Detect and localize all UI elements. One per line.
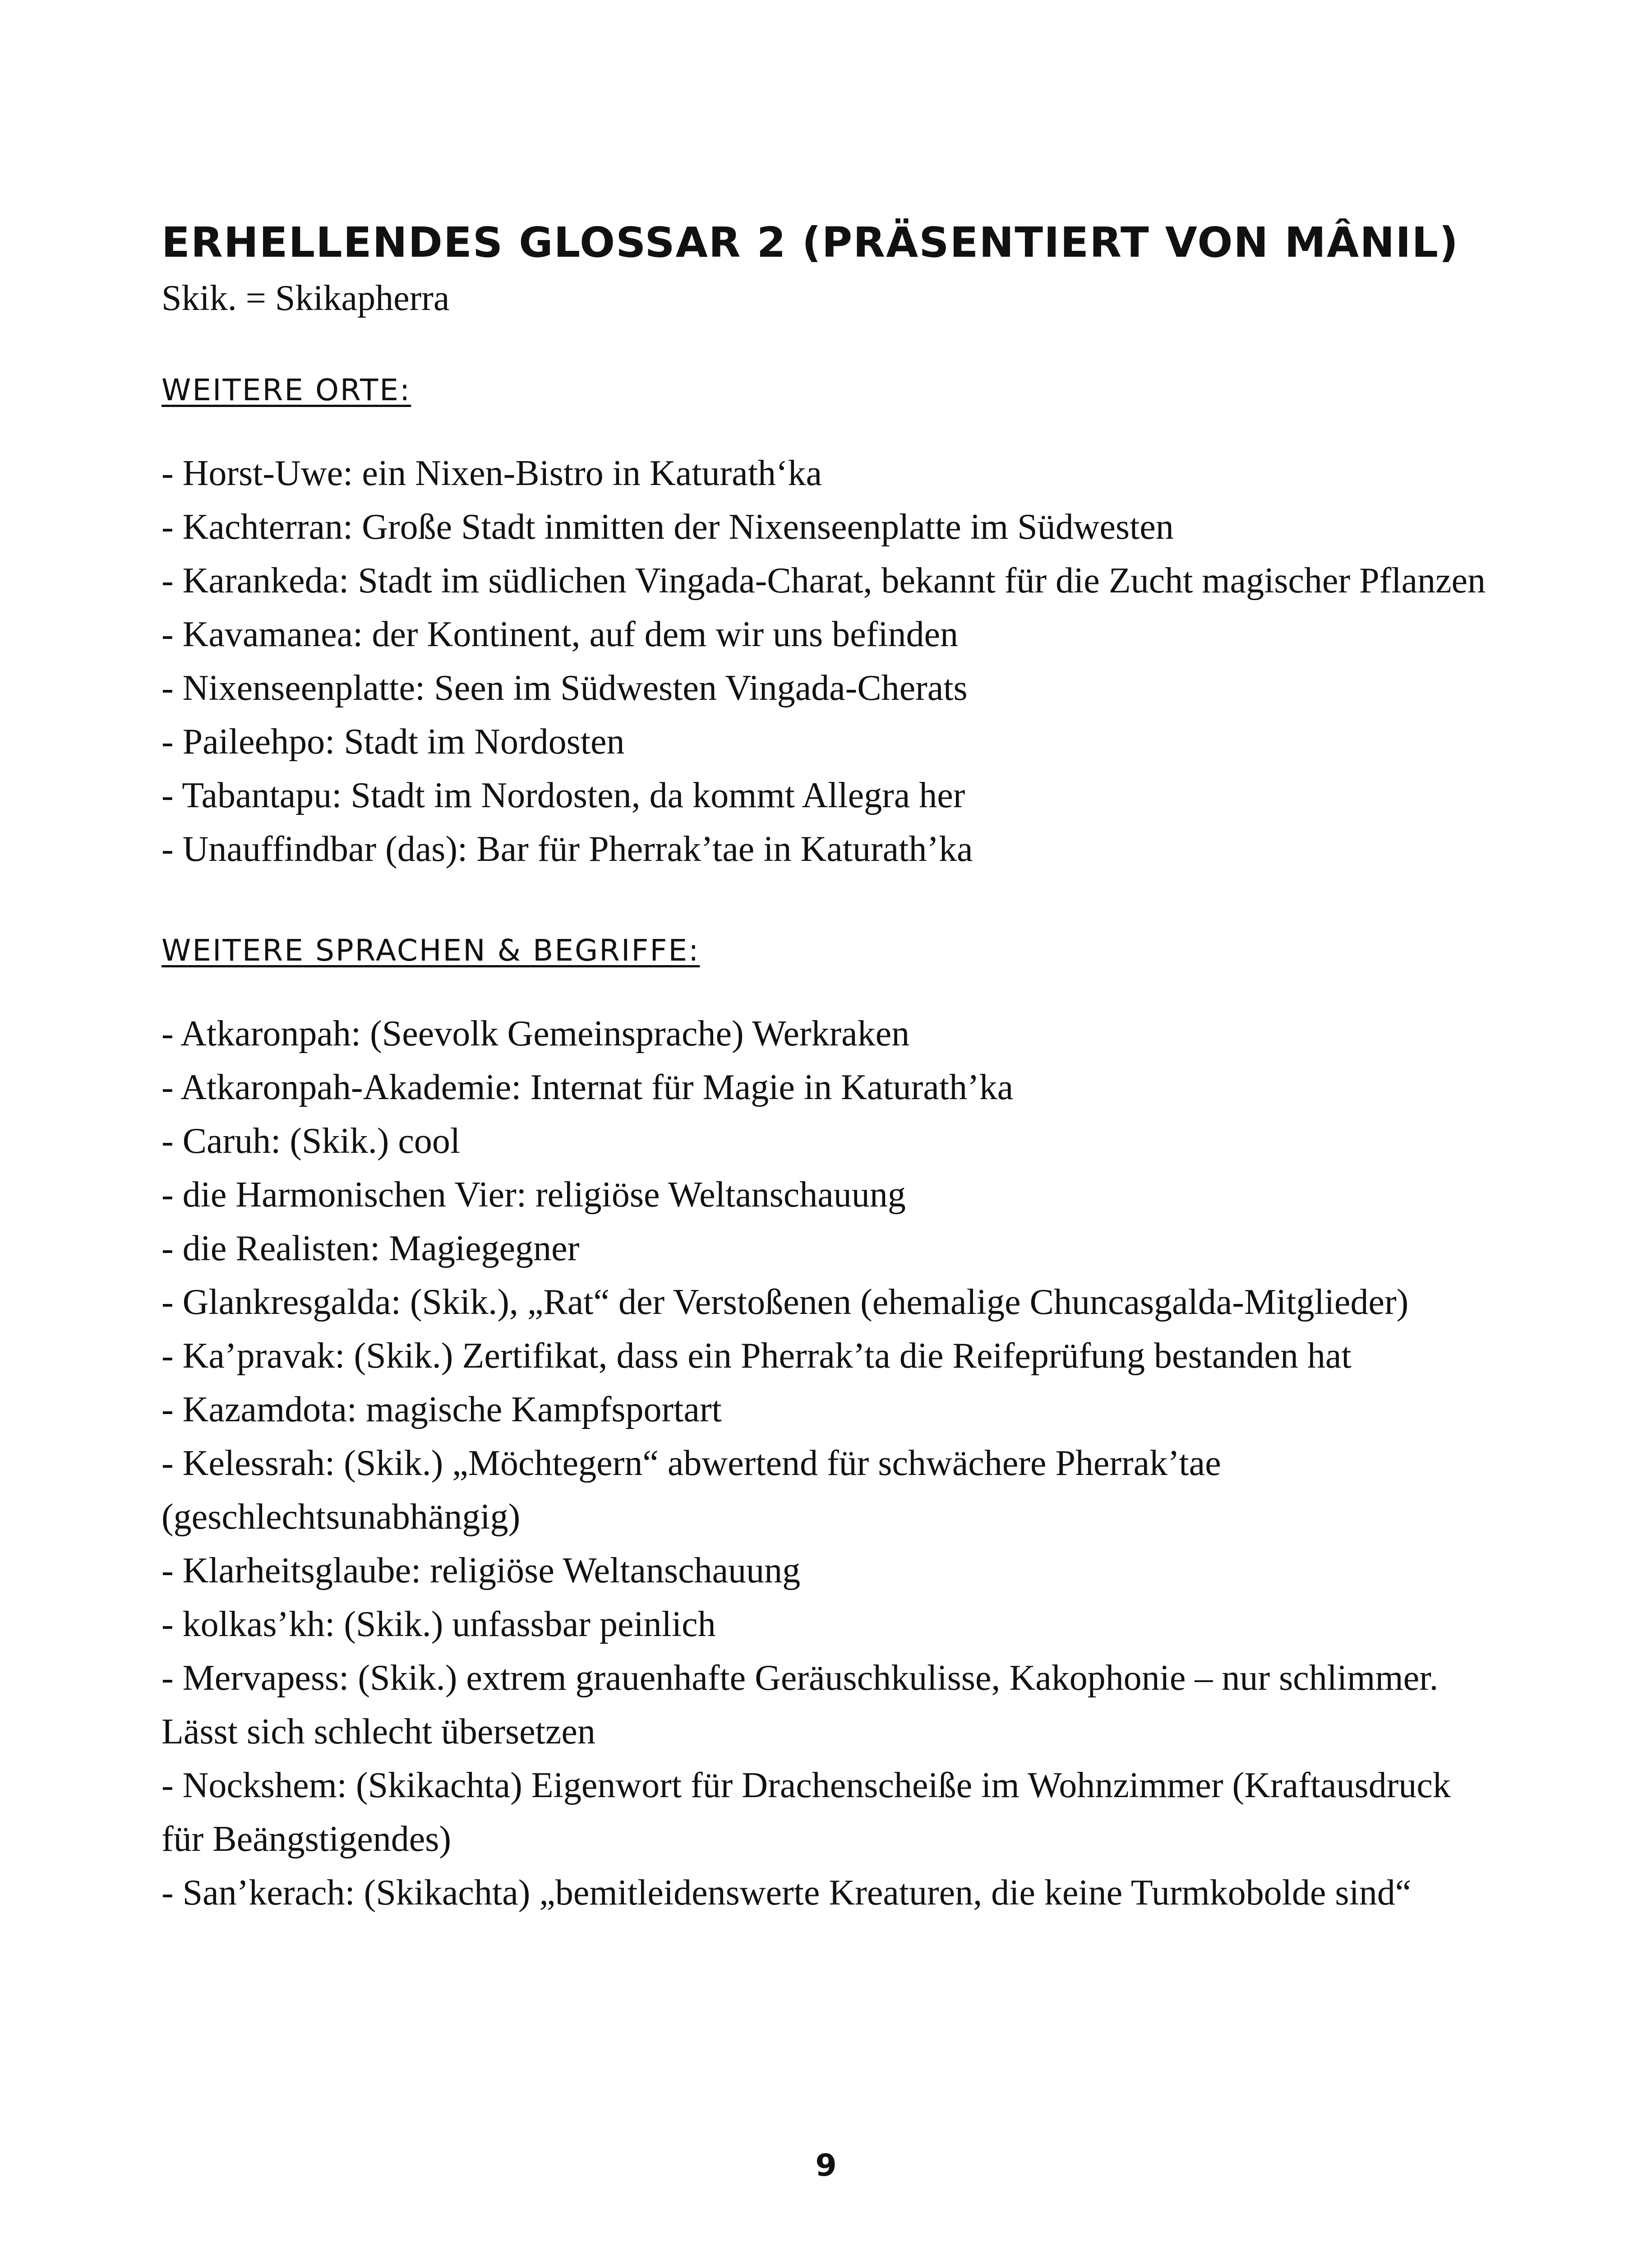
section-heading-languages-terms: WEITERE SPRACHEN & BEGRIFFE:: [162, 933, 700, 968]
list-item: - Klarheitsglaube: religiöse Weltanschauung: [162, 1551, 801, 1590]
list-item: - Nixenseenplatte: Seen im Südwesten Vingada-Cherats: [162, 668, 968, 708]
list-item: - Glankresgalda: (Skik.), „Rat“ der Verstoßenen (ehemalige Chuncasgalda-Mitglieder): [162, 1282, 1409, 1322]
section-heading-places: WEITERE ORTE:: [162, 373, 411, 407]
list-item: - San’kerach: (Skikachta) „bemitleidenswerte Kreaturen, die keine Turmkobolde sind“: [162, 1873, 1412, 1913]
list-item: - Kavamanea: der Kontinent, auf dem wir uns befinden: [162, 615, 959, 654]
list-item: - die Harmonischen Vier: religiöse Weltanschauung: [162, 1175, 906, 1215]
list-item: - Tabantapu: Stadt im Nordosten, da kommt Allegra her: [162, 776, 965, 815]
terms-list: [162, 1007, 1497, 1920]
list-item: - Karankeda: Stadt im südlichen Vingada-Charat, bekannt für die Zucht magischer Pflanzen: [162, 561, 1486, 601]
list-item: - Unauffindbar (das): Bar für Pherrak’tae in Katurath’ka: [162, 829, 973, 869]
list-item: - Horst-Uwe: ein Nixen-Bistro in Katurath‘ka: [162, 453, 822, 493]
list-item: - kolkas’kh: (Skik.) unfassbar peinlich: [162, 1604, 716, 1644]
list-item: - Paileehpo: Stadt im Nordosten: [162, 722, 625, 762]
list-item: - Kazamdota: magische Kampfsportart: [162, 1390, 722, 1429]
list-item: - Atkaronpah: (Seevolk Gemeinsprache) Werkraken: [162, 1014, 910, 1054]
places-list: [162, 447, 1497, 876]
list-item: - Kelessrah: (Skik.) „Möchtegern“ abwertend für schwächere Pherrak’tae (geschlechtsunabhängig): [162, 1443, 1221, 1537]
page-number: 9: [815, 2148, 837, 2183]
list-item: - Caruh: (Skik.) cool: [162, 1121, 461, 1161]
list-item: - Kachterran: Große Stadt inmitten der Nixenseenplatte im Südwesten: [162, 507, 1174, 547]
list-item: - Atkaronpah-Akademie: Internat für Magie in Katurath’ka: [162, 1068, 1014, 1107]
abbreviation-note: Skik. = Skikapherra: [162, 278, 450, 318]
list-item: - die Realisten: Magiegegner: [162, 1229, 580, 1268]
list-item: - Nockshem: (Skikachta) Eigenwort für Drachenscheiße im Wohnzimmer (Kraftausdruck für Beängstigendes): [162, 1766, 1451, 1859]
glossary-content: [162, 216, 1497, 1920]
list-item: - Mervapess: (Skik.) extrem grauenhafte Geräuschkulisse, Kakophonie – nur schlimmer. Lässt sich schlecht übersetzen: [162, 1658, 1439, 1752]
list-item: - Ka’pravak: (Skik.) Zertifikat, dass ein Pherrak’ta die Reifeprüfung bestanden hat: [162, 1336, 1352, 1376]
page-title: ERHELLENDES GLOSSAR 2 (PRÄSENTIERT VON MÂNIL): [162, 218, 1459, 267]
